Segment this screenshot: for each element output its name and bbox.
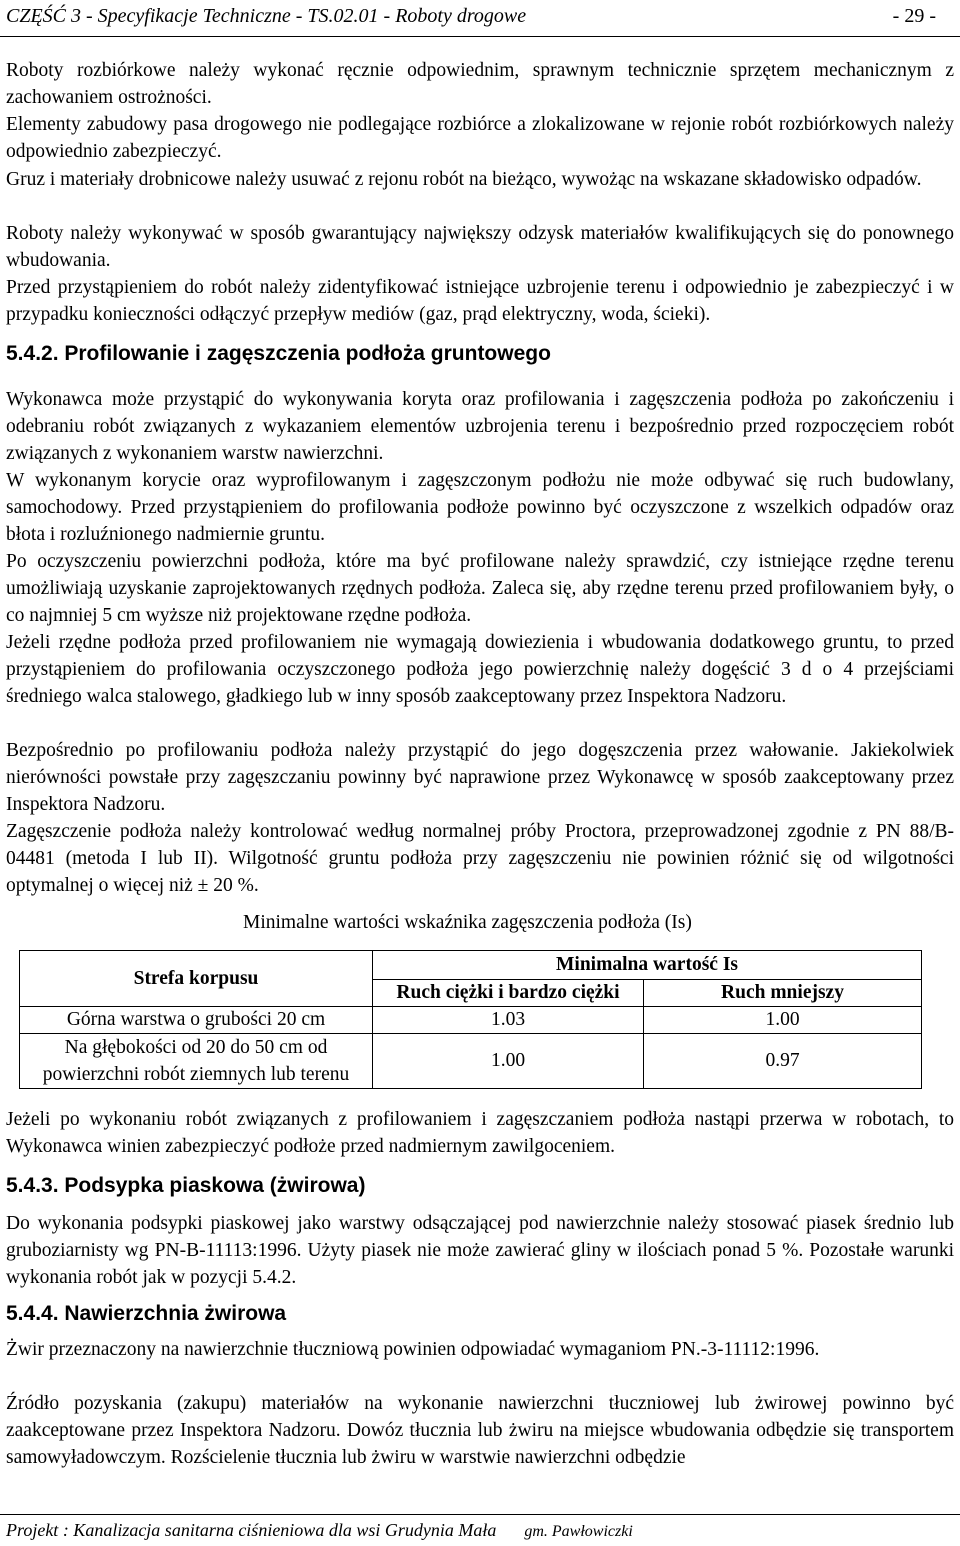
section-544-paragraph-2: Źródło pozyskania (zakupu) materiałów na wykonanie nawierzchni tłuczniowej lub żwirowej powinno być zaakceptowane przez Inspektora Nadzoru. Dowóz tłucznia lub żwiru na miejsce wbudowania odbędzie się transportem samowyładowczym. Rozścielenie tłucznia lub żwiru w warstwie nawierzchni odbędzie xyxy=(6,1393,954,1468)
row-1-heavy: 1.03 xyxy=(373,1007,644,1034)
row-2-light: 0.97 xyxy=(644,1034,922,1089)
compaction-table xyxy=(19,950,922,1089)
section-heading-543: 5.4.3. Podsypka piaskowa (żwirowa) xyxy=(6,1174,366,1197)
table-row xyxy=(20,1007,922,1034)
header-heavy-traffic: Ruch ciężki i bardzo ciężki xyxy=(373,980,644,1007)
section-542-paragraph-2: W wykonanym korycie oraz wyprofilowanym i zagęszczonym podłożu nie może odbywać się ruch budowlany, samochodowy. Przed przystąpieniem do profilowania podłoże powinno być oczyszczone z wszelkich odpadów oraz błota i rozluźnionego nadmiernie gruntu. xyxy=(6,470,954,545)
row-2-zone xyxy=(20,1034,373,1089)
table-header-row xyxy=(20,951,922,980)
section-544-paragraph-1: Żwir przeznaczony na nawierzchnie tłuczniową powinien odpowiadać wymaganiom PN.-3-11112:1996. xyxy=(6,1339,820,1360)
header-rule xyxy=(0,36,960,37)
page-header xyxy=(6,5,950,31)
page-number: - 29 - xyxy=(892,5,936,27)
section-543-paragraph: Do wykonania podsypki piaskowej jako warstwy odsączającej pod nawierzchnie należy stosować piasek średnio lub gruboziarnisty wg PN-B-11113:1996. Użyty piasek nie może zawierać gliny w ilościach ponad 5 %. Pozostałe warunki wykonania robót jak w pozycji 5.4.2. xyxy=(6,1213,954,1288)
table-row xyxy=(20,1034,922,1089)
intro-paragraph-4: Roboty należy wykonywać w sposób gwarantujący największy odzysk materiałów kwalifikujących się do ponownego wbudowania. xyxy=(6,223,954,271)
page-footer xyxy=(6,1520,633,1541)
row-2-heavy: 1.00 xyxy=(373,1034,644,1089)
section-542-paragraph-4: Jeżeli rzędne podłoża przed profilowaniem nie wymagają dowiezienia i wbudowania dodatkowego gruntu, to przed przystąpieniem do profilowania oczyszczonego podłoża jego powierzchnię należy dogęścić 3 d o 4 przejściami średniego walca stalowego, gładkiego lub w inny sposób zaakceptowany przez Inspektora Nadzoru. xyxy=(6,632,954,707)
table-caption: Minimalne wartości wskaźnika zagęszczenia podłoża (Is) xyxy=(243,912,692,933)
after-table-paragraph: Jeżeli po wykonaniu robót związanych z profilowaniem i zagęszczaniem podłoża nastąpi przerwa w robotach, to Wykonawca winien zabezpieczyć podłoże przed nadmiernym zawilgoceniem. xyxy=(6,1109,954,1157)
intro-paragraph-3: Gruz i materiały drobnicowe należy usuwać z rejonu robót na bieżąco, wywożąc na wskazane składowisko odpadów. xyxy=(6,169,922,190)
header-light-traffic: Ruch mniejszy xyxy=(644,980,922,1007)
intro-paragraph-5: Przed przystąpieniem do robót należy zidentyfikować istniejące uzbrojenie terenu i odpowiednio je zabezpieczyć i w przypadku konieczności odłączyć przepływ mediów (gaz, prąd elektryczny, woda, ścieki). xyxy=(6,277,954,325)
section-542-paragraph-3: Po oczyszczeniu powierzchni podłoża, które ma być profilowane należy sprawdzić, czy istniejące rzędne terenu umożliwiają uzyskanie zaprojektowanych rzędnych podłoża. Zaleca się, aby rzędne terenu przed profilowaniem były, o co najmniej 5 cm wyższe niż projektowane rzędne podłoża. xyxy=(6,551,954,626)
footer-rule xyxy=(0,1514,960,1515)
footer-project: Projekt : Kanalizacja sanitarna ciśnieniowa dla wsi Grudynia Mała xyxy=(6,1520,497,1540)
section-542-paragraph-6: Zagęszczenie podłoża należy kontrolować według normalnej próby Proctora, przeprowadzonej zgodnie z PN 88/B- 04481 (metoda I lub II). Wilgotność gruntu podłoża przy zagęszczeniu nie powinien różnić się od wilgotności optymalnej o więcej niż ± 20 %. xyxy=(6,821,954,896)
section-heading-542: 5.4.2. Profilowanie i zagęszczenia podłoża gruntowego xyxy=(6,342,551,365)
intro-paragraph-1: Roboty rozbiórkowe należy wykonać ręcznie odpowiednim, sprawnym technicznie sprzętem mechanicznym z zachowaniem ostrożności. xyxy=(6,60,954,108)
row-2-zone-line-2: powierzchni robót ziemnych lub terenu xyxy=(42,1064,350,1085)
header-title: CZĘŚĆ 3 - Specyfikacje Techniczne - TS.02.01 - Roboty drogowe xyxy=(6,5,527,27)
row-1-zone: Górna warstwa o grubości 20 cm xyxy=(20,1007,373,1034)
header-min-is: Minimalna wartość Is xyxy=(373,951,922,980)
section-heading-544: 5.4.4. Nawierzchnia żwirowa xyxy=(6,1302,287,1325)
footer-gmina: gm. Pawłowiczki xyxy=(524,1523,633,1540)
row-1-light: 1.00 xyxy=(644,1007,922,1034)
row-2-zone-line-1: Na głębokości od 20 do 50 cm od xyxy=(64,1037,328,1058)
section-542-paragraph-1: Wykonawca może przystąpić do wykonywania koryta oraz profilowania i zagęszczenia podłoża po zakończeniu i odebraniu robót związanych z wykazaniem elementów uzbrojenia terenu i bezpośrednio przed rozpoczęciem robót związanych z wykonaniem warstw nawierzchni. xyxy=(6,389,954,464)
intro-paragraph-2: Elementy zabudowy pasa drogowego nie podlegające rozbiórce a zlokalizowane w rejonie robót rozbiórkowych należy odpowiednio zabezpieczyć. xyxy=(6,114,954,162)
header-zone: Strefa korpusu xyxy=(20,951,373,1007)
section-542-paragraph-5: Bezpośrednio po profilowaniu podłoża należy przystąpić do jego dogęszczenia przez wałowanie. Jakiekolwiek nierówności powstałe przy zagęszczaniu powinny być naprawione przez Wykonawcę w sposób zaakceptowany przez Inspektora Nadzoru. xyxy=(6,740,954,815)
